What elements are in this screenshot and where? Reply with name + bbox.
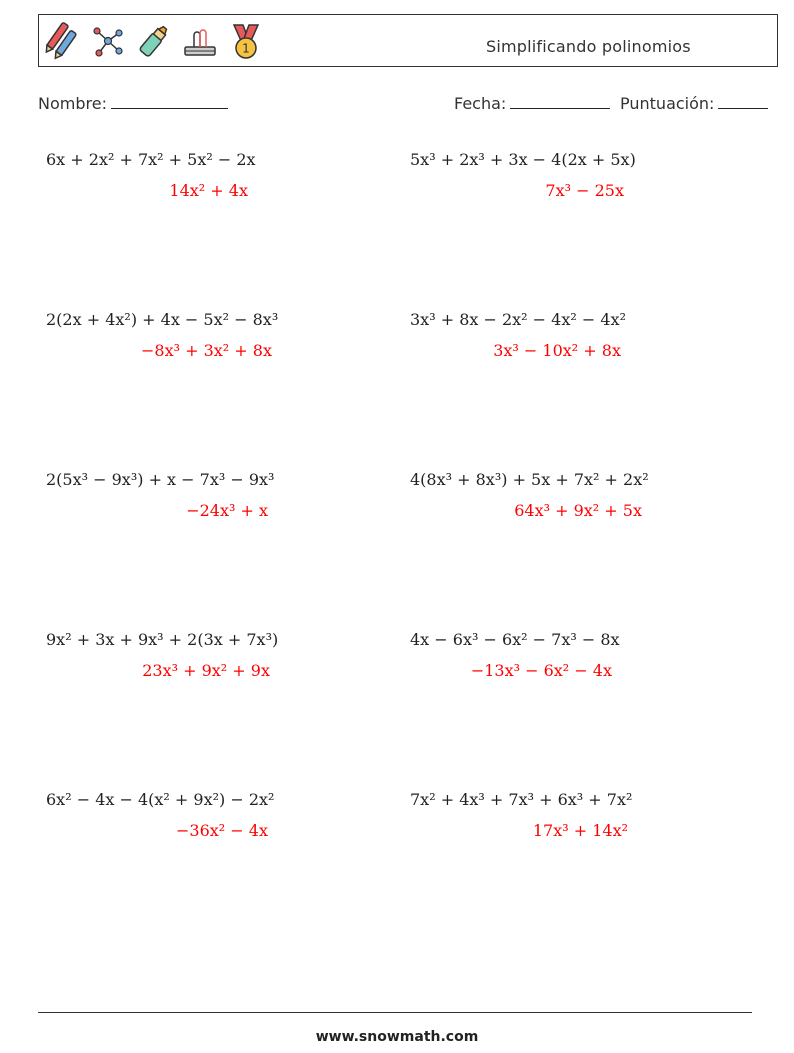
name-line[interactable] bbox=[111, 94, 228, 109]
problem-expression: 2(2x + 4x²) + 4x − 5x² − 8x³ bbox=[46, 310, 279, 329]
problem-answer: −8x³ + 3x² + 8x bbox=[141, 341, 272, 360]
problem-answer: 3x³ − 10x² + 8x bbox=[493, 341, 621, 360]
worksheet-title: Simplificando polinomios bbox=[486, 37, 691, 56]
header-box bbox=[38, 14, 778, 67]
problem-expression: 6x² − 4x − 4(x² + 9x²) − 2x² bbox=[46, 790, 275, 809]
score-field bbox=[620, 94, 768, 113]
stapler-icon bbox=[181, 21, 219, 61]
problem-expression: 5x³ + 2x³ + 3x − 4(2x + 5x) bbox=[410, 150, 636, 169]
problem-answer: −24x³ + x bbox=[186, 501, 268, 520]
problem-answer: 23x³ + 9x² + 9x bbox=[142, 661, 270, 680]
problem-expression: 2(5x³ − 9x³) + x − 7x³ − 9x³ bbox=[46, 470, 275, 489]
problem-answer: 64x³ + 9x² + 5x bbox=[514, 501, 642, 520]
header-icons bbox=[43, 21, 265, 61]
problem-expression: 3x³ + 8x − 2x² − 4x² − 4x² bbox=[410, 310, 626, 329]
problem-answer: −36x² − 4x bbox=[176, 821, 268, 840]
pencils-icon bbox=[43, 21, 81, 61]
name-label: Nombre: bbox=[38, 94, 107, 113]
medal-icon bbox=[227, 21, 265, 61]
date-label: Fecha: bbox=[454, 94, 507, 113]
footer-url[interactable]: www.snowmath.com bbox=[315, 1029, 479, 1045]
svg-text:1: 1 bbox=[242, 41, 250, 56]
problem-answer: 7x³ − 25x bbox=[545, 181, 624, 200]
date-field bbox=[454, 94, 610, 113]
problem-answer: −13x³ − 6x² − 4x bbox=[470, 661, 612, 680]
molecule-icon bbox=[89, 21, 127, 61]
problem-expression: 9x² + 3x + 9x³ + 2(3x + 7x³) bbox=[46, 630, 279, 649]
score-line[interactable] bbox=[718, 94, 768, 109]
problem-answer: 17x³ + 14x² bbox=[532, 821, 628, 840]
footer-rule bbox=[38, 1012, 752, 1013]
problem-expression: 4(8x³ + 8x³) + 5x + 7x² + 2x² bbox=[410, 470, 649, 489]
score-label: Puntuación: bbox=[620, 94, 715, 113]
problem-answer: 14x² + 4x bbox=[169, 181, 248, 200]
problem-expression: 7x² + 4x³ + 7x³ + 6x³ + 7x² bbox=[410, 790, 633, 809]
problem-expression: 4x − 6x³ − 6x² − 7x³ − 8x bbox=[410, 630, 620, 649]
date-line[interactable] bbox=[510, 94, 610, 109]
name-field bbox=[38, 94, 228, 113]
problem-expression: 6x + 2x² + 7x² + 5x² − 2x bbox=[46, 150, 256, 169]
highlighter-icon bbox=[135, 21, 173, 61]
